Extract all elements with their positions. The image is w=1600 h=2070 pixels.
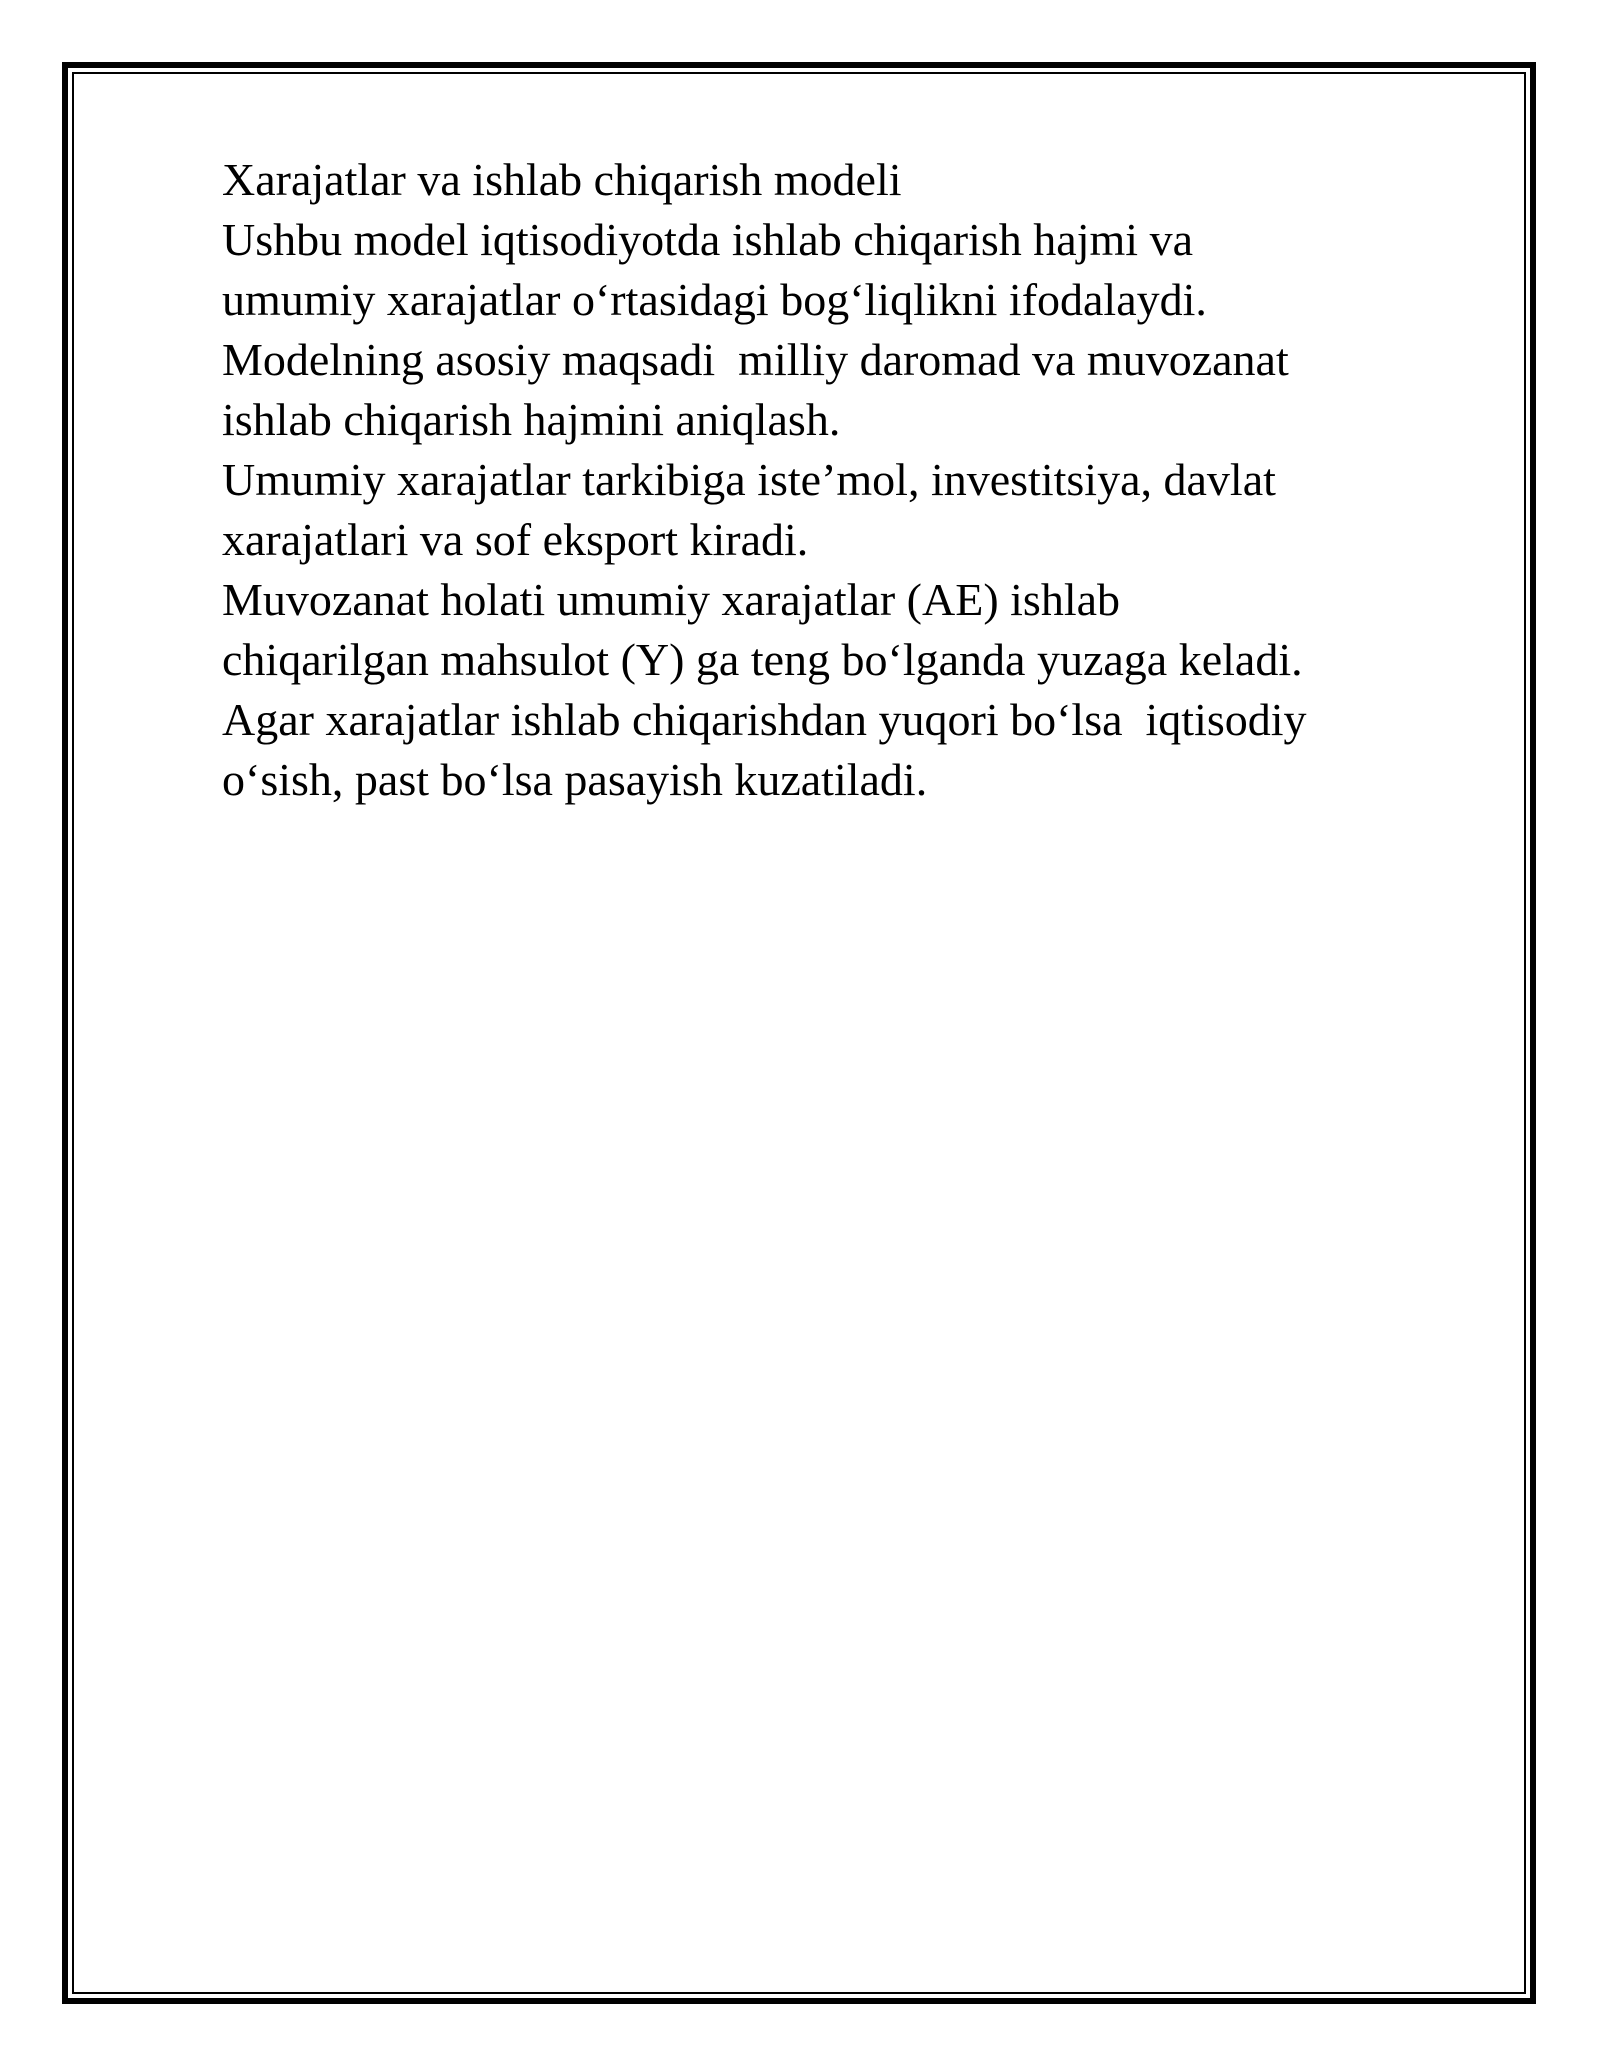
paragraph-line: Umumiy xarajatlar tarkibiga iste’mol, investitsiya, davlat	[222, 454, 1276, 505]
paragraph-line: ishlab chiqarish hajmini aniqlash.	[222, 394, 841, 445]
paragraph-line: Ushbu model iqtisodiyotda ishlab chiqarish hajmi va	[222, 214, 1193, 265]
paragraph-line: chiqarilgan mahsulot (Y) ga teng bo‘lganda yuzaga keladi.	[222, 634, 1303, 685]
document-body	[222, 150, 1482, 810]
document-title: Xarajatlar va ishlab chiqarish modeli	[222, 154, 902, 205]
paragraph-line: Muvozanat holati umumiy xarajatlar (AE) ishlab	[222, 574, 1121, 625]
paragraph-line: o‘sish, past bo‘lsa pasayish kuzatiladi.	[222, 754, 928, 805]
paragraph-line: umumiy xarajatlar o‘rtasidagi bog‘liqlikni ifodalaydi.	[222, 274, 1207, 325]
paragraph-line: xarajatlari va sof eksport kiradi.	[222, 514, 809, 565]
paragraph-line: Modelning asosiy maqsadi milliy daromad va muvozanat	[222, 334, 1289, 385]
paragraph-line: Agar xarajatlar ishlab chiqarishdan yuqori bo‘lsa iqtisodiy	[222, 694, 1307, 745]
